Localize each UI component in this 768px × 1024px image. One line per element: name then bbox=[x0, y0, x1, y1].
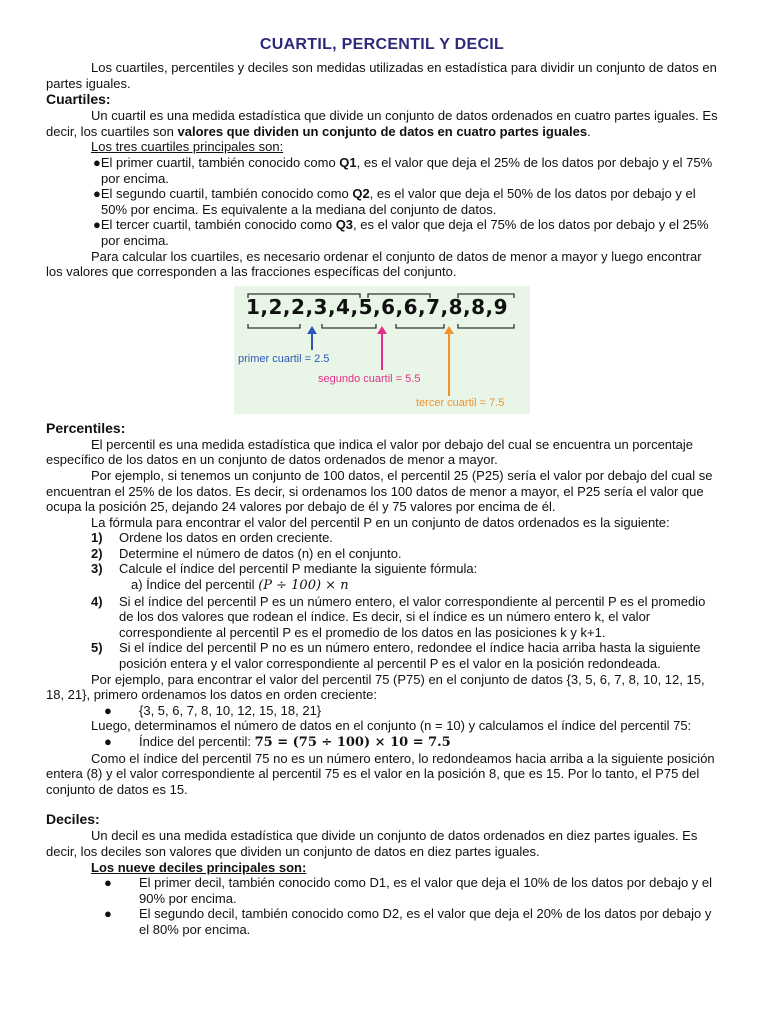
q2-label: segundo cuartil = 5.5 bbox=[318, 372, 421, 385]
deciles-definition: Un decil es una medida estadística que divide un conjunto de datos ordenados en diez partes iguales. Es decir, los deciles son valores que dividen un conjunto de datos en diez partes iguales. bbox=[46, 828, 698, 859]
list-item: ● El primer decil, también conocido como D1, es el valor que deja el 10% de los datos por debajo y el 90% por encima. bbox=[104, 875, 713, 906]
percentiles-conclusion: Como el índice del percentil 75 no es un número entero, lo redondeamos hacia arriba a la siguiente posición entera (8) y el valor correspondiente al percentil 75 es el valor en la posición 8, que es 15. Por lo tanto, el P75 del conjunto de datos es 15. bbox=[46, 750, 715, 797]
quartile-sequence: 1,2,2,3,4,5,6,6,7,8,8,9 bbox=[246, 294, 509, 319]
percentiles-then: Luego, determinamos el número de datos en el conjunto (n = 10) y calculamos el índice del percentil 75: bbox=[91, 718, 692, 734]
cuartiles-heading: Cuartiles: bbox=[46, 91, 111, 108]
data-set-line: ● {3, 5, 6, 7, 8, 10, 12, 15, 18, 21} bbox=[104, 702, 322, 718]
formula-line: a) Índice del percentil (P ÷ 100) × n bbox=[131, 577, 349, 594]
step-item: 5) Si el índice del percentil P no es un número entero, redondee el índice hacia arriba hasta la siguiente posición entera y el valor correspondiente al percentil P es el valor en la posición redondeada. bbox=[91, 640, 701, 672]
list-item: ●El segundo cuartil, también conocido como Q2, es el valor que deja el 50% de los datos por debajo y el 50% por encima. Es equivalente a la mediana del conjunto de datos. bbox=[93, 186, 696, 217]
page-title: CUARTIL, PERCENTIL Y DECIL bbox=[259, 36, 505, 53]
step-item: 4) Si el índice del percentil P es un número entero, el valor correspondiente al percentil P es el promedio de los dos valores que rodean el índice. Es decir, si el índice es un número entero k, el valor correspondiente al percentil P es el promedio de los datos en las posiciones k y k+1. bbox=[91, 593, 706, 640]
index-line: ● Índice del percentil: 75 = (75 ÷ 100) × 10 = 7.5 bbox=[104, 734, 451, 750]
step-item: 2) Determine el número de datos (n) en el conjunto. bbox=[91, 545, 402, 561]
q3-label: tercer cuartil = 7.5 bbox=[416, 396, 505, 409]
q1-label: primer cuartil = 2.5 bbox=[238, 352, 330, 365]
deciles-subtitle: Los nueve deciles principales son: bbox=[91, 859, 307, 875]
list-item: ●El tercer cuartil, también conocido como Q3, es el valor que deja el 75% de los datos por debajo y el 25% por encima. bbox=[93, 217, 709, 248]
percentiles-heading: Percentiles: bbox=[46, 419, 126, 436]
cuartiles-calc-paragraph: Para calcular los cuartiles, es necesario ordenar el conjunto de datos de menor a mayor y luego encontrar los valores que corresponden a las fracciones específicas del conjunto. bbox=[46, 248, 702, 280]
cuartiles-definition-bold: valores que dividen un conjunto de datos en cuatro partes iguales bbox=[177, 123, 588, 139]
percentiles-p3: La fórmula para encontrar el valor del percentil P en un conjunto de datos ordenados es la siguiente: bbox=[91, 514, 670, 530]
percentiles-p2: Por ejemplo, si tenemos un conjunto de 100 datos, el percentil 25 (P25) sería el valor por debajo del cual se encuentran el 25% de los datos. Es decir, si ordenamos los 100 datos de menor a mayor, el P25 sería el valor que ocupa la posición 25, dejando 24 valores por debajo de él y 75 valores por encima de él. bbox=[46, 467, 713, 515]
step-item: 1) Ordene los datos en orden creciente. bbox=[91, 530, 333, 546]
list-item: ● El segundo decil, también conocido como D2, es el valor que deja el 20% de los datos por debajo y el 80% por encima. bbox=[104, 906, 712, 937]
cuartiles-subtitle: Los tres cuartiles principales son: bbox=[91, 139, 284, 155]
document-page bbox=[46, 36, 718, 938]
cuartiles-definition: Un cuartil es una medida estadística que divide un conjunto de datos ordenados en cuatro partes iguales. Es decir, los cuartiles son valores que dividen un conjunto de datos en cuatro partes iguales. bbox=[46, 108, 718, 139]
list-item: ●El primer cuartil, también conocido como Q1, es el valor que deja el 25% de los datos por debajo y el 75% por encima. bbox=[93, 154, 713, 186]
intro-paragraph: Los cuartiles, percentiles y deciles son medidas utilizadas en estadística para dividir un conjunto de datos en partes iguales. bbox=[46, 60, 717, 91]
percentiles-p1: El percentil es una medida estadística que indica el valor por debajo del cual se encuentra un porcentaje específico de los datos en un conjunto de datos ordenados de menor a mayor. bbox=[46, 436, 693, 468]
percentiles-example: Por ejemplo, para encontrar el valor del percentil 75 (P75) en el conjunto de datos {3, 5, 6, 7, 8, 10, 12, 15, 18, 21}, primero ordenamos los datos en orden creciente: bbox=[46, 671, 705, 703]
deciles-heading: Deciles: bbox=[46, 811, 100, 828]
index-formula: 75 = (75 ÷ 100) × 10 = 7.5 bbox=[254, 735, 451, 750]
quartile-figure bbox=[234, 286, 530, 414]
percentile-formula: (P ÷ 100) × n bbox=[258, 578, 349, 594]
step-item: 3) Calcule el índice del percentil P mediante la siguiente fórmula: bbox=[91, 561, 478, 577]
